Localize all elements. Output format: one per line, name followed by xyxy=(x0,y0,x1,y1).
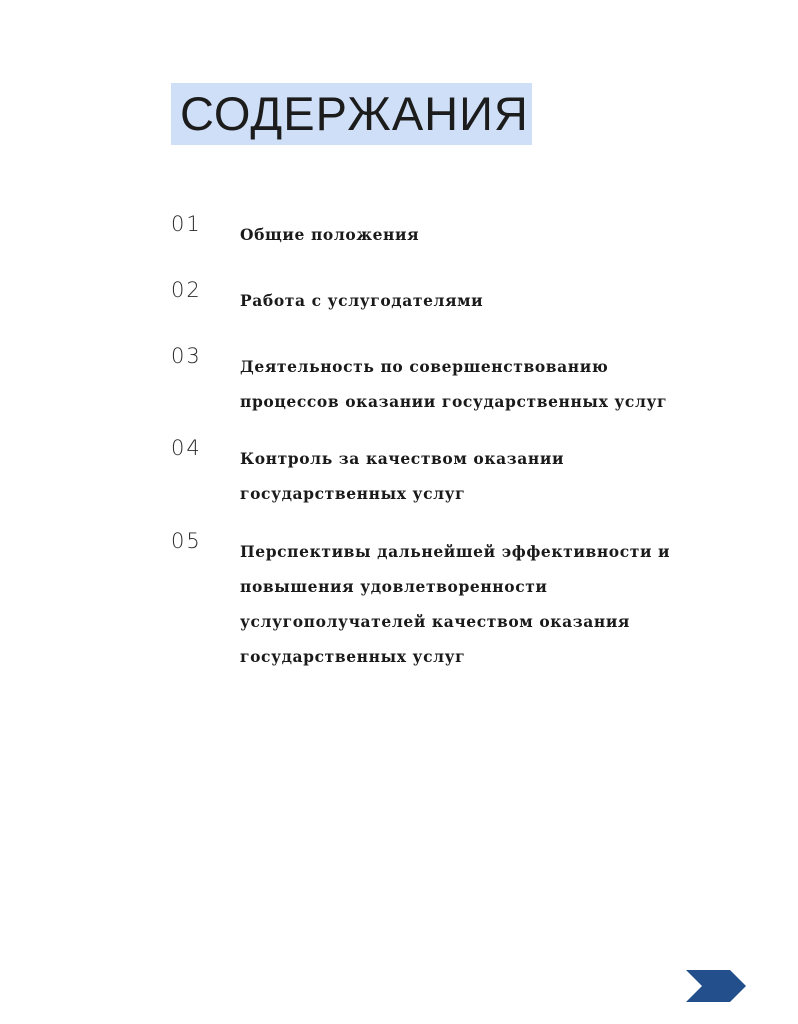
chevron-right-icon xyxy=(684,968,748,1004)
toc-item-label xyxy=(240,283,780,318)
toc-item-number: 05 xyxy=(171,529,202,553)
toc-item-label xyxy=(240,349,780,419)
toc-item-label-line: повышения удовлетворенности xyxy=(240,577,548,596)
toc-item-label-line: Деятельность по совершенствованию xyxy=(240,357,609,376)
toc-item-label xyxy=(240,217,780,252)
toc-item-number: 04 xyxy=(171,436,202,460)
toc-item-label-line: Работа с услугодателями xyxy=(240,291,484,310)
next-page-button[interactable] xyxy=(684,968,748,1004)
toc-item-label-line: Общие положения xyxy=(240,225,420,244)
toc-item-label-line: услугополучателей качеством оказания xyxy=(240,612,630,631)
toc-item-label-line: Перспективы дальнейшей эффективности и xyxy=(240,542,671,561)
toc-item-label-line: государственных услуг xyxy=(240,647,466,666)
toc-item-number: 03 xyxy=(171,344,202,368)
toc-item-label xyxy=(240,441,780,511)
toc-item-label-line: процессов оказании государственных услуг xyxy=(240,392,668,411)
page-title: СОДЕРЖАНИЯ xyxy=(180,87,529,140)
toc-item-label-line: Контроль за качеством оказании xyxy=(240,449,565,468)
toc-item-label-line: государственных услуг xyxy=(240,484,466,503)
toc-item-number: 01 xyxy=(171,212,202,236)
toc-item-number: 02 xyxy=(171,278,202,302)
toc-item-label xyxy=(240,534,780,674)
